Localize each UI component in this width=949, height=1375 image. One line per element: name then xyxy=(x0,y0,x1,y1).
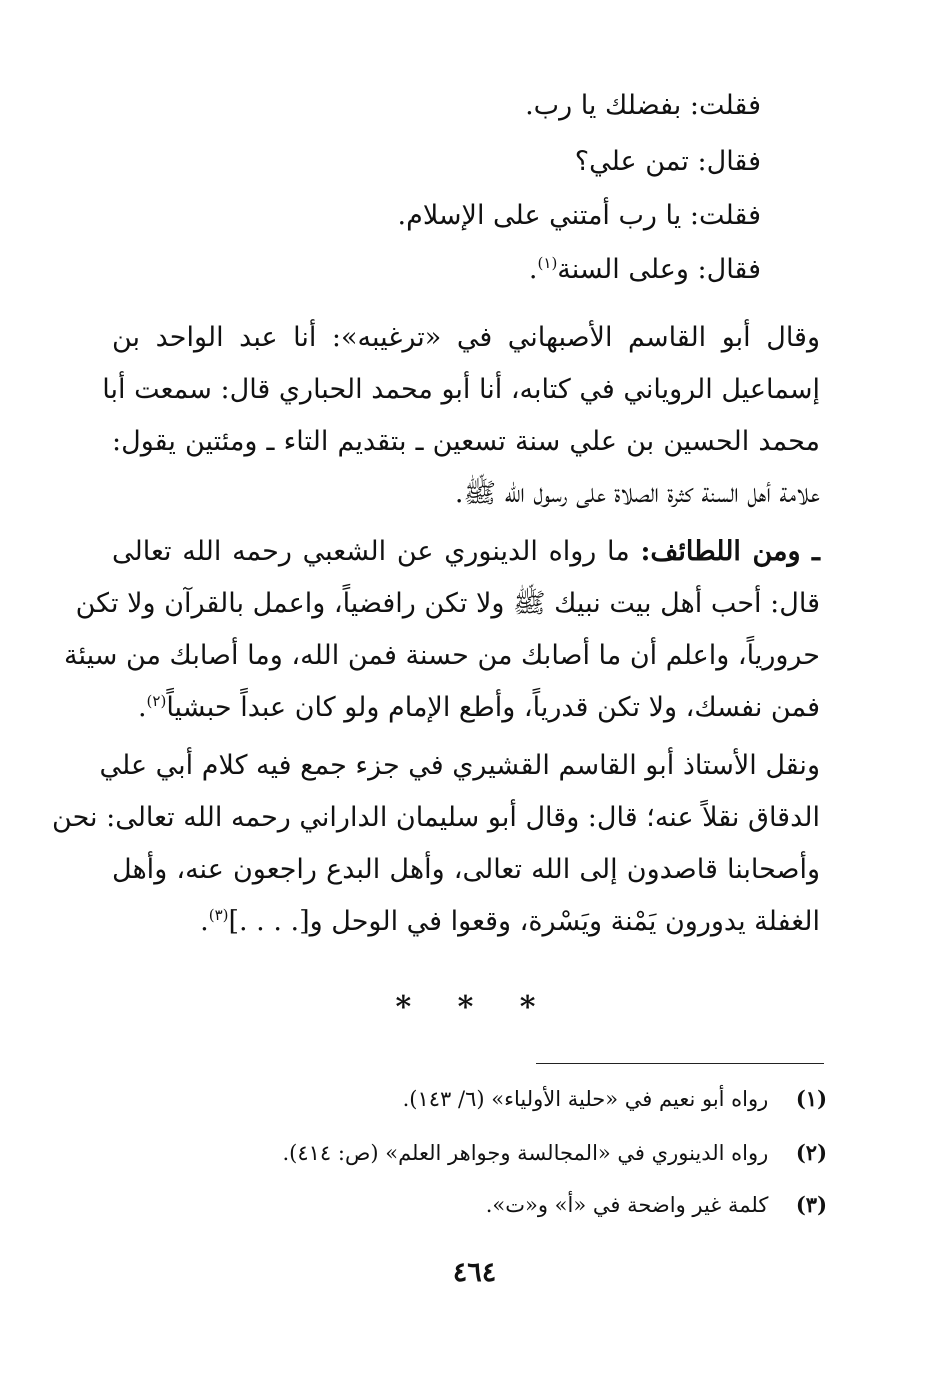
paragraph-line: محمد الحسين بن علي سنة تسعين ـ بتقديم التاء ـ ومئتين يقول: xyxy=(112,426,820,457)
footnote-number: (٣) xyxy=(795,1192,827,1217)
footnote-divider xyxy=(536,1063,824,1064)
footnote-text: رواه الدينوري في «المجالسة وجواهر العلم» (ص: ٤١٤). xyxy=(282,1141,769,1165)
paragraph-line: إسماعيل الروياني في كتابه، أنا أبو محمد الحباري قال: سمعت أبا xyxy=(102,374,820,405)
paragraph-text: ما رواه الدينوري عن الشعبي رحمه الله تعالى xyxy=(112,536,630,567)
paragraph-text: فمن نفسك، ولا تكن قدرياً، وأطع الإمام ولو كان عبداً حبشياً xyxy=(166,692,820,723)
footnote-number: (١) xyxy=(795,1086,827,1111)
footnote-1 xyxy=(403,1084,827,1114)
dialog-text: فقلت: يا رب أمتني على الإسلام. xyxy=(397,200,761,231)
paragraph-line: الدقاق نقلاً عنه؛ قال: وقال أبو سليمان الداراني رحمه الله تعالى: نحن xyxy=(52,802,820,833)
footnote-marker-1[interactable]: (١) xyxy=(537,254,558,272)
footnote-marker-3[interactable]: (٣) xyxy=(208,906,229,924)
paragraph-line xyxy=(112,682,820,734)
paragraph-isfahani xyxy=(102,312,820,520)
paragraph-line xyxy=(112,896,820,948)
dialog-line-2 xyxy=(575,136,761,188)
dialog-text: فقال: وعلى السنة xyxy=(557,254,761,285)
dialog-text: فقال: تمن علي؟ xyxy=(574,146,761,177)
paragraph-qushayri xyxy=(52,740,820,948)
paragraph-line: ونقل الأستاذ أبو القاسم القشيري في جزء جمع فيه كلام أبي علي xyxy=(99,750,820,781)
footnote-text: كلمة غير واضحة في «أ» و«ت». xyxy=(485,1193,769,1217)
section-separator: * * * xyxy=(395,990,554,1025)
paragraph-line xyxy=(112,526,820,578)
page-number: ٤٦٤ xyxy=(452,1257,497,1288)
footnote-2 xyxy=(283,1138,828,1168)
paragraph-text: الغفلة يدورون يَمْنة ويَسْرة، وقعوا في الوحل و[. . . .] xyxy=(228,906,820,937)
paragraph-lataif xyxy=(63,526,820,734)
footnote-marker-2[interactable]: (٢) xyxy=(146,692,167,710)
dialog-line-4 xyxy=(529,244,761,296)
paragraph-line: حرورياً، واعلم أن ما أصابك من حسنة فمن الله، وما أصابك من سيئة xyxy=(63,640,820,671)
paragraph-tail: . xyxy=(137,692,147,723)
dialog-line-3 xyxy=(398,190,761,242)
paragraph-tail: . xyxy=(200,906,209,937)
paragraph-line: وقال أبو القاسم الأصبهاني في «ترغيبه»: أنا عبد الواحد بن xyxy=(112,322,820,353)
section-lead: ـ ومن اللطائف: xyxy=(640,536,820,567)
dialog-line-1 xyxy=(525,80,761,132)
paragraph-line: وأصحابنا قاصدون إلى الله تعالى، وأهل البدع راجعون عنه، وأهل xyxy=(112,854,820,885)
dialog-tail: . xyxy=(528,254,538,285)
paragraph-line: علامة أهل السنة كثرة الصلاة على رسول الله ﷺ. xyxy=(454,478,820,509)
dialog-text: فقلت: بفضلك يا رب. xyxy=(525,90,761,121)
footnote-number: (٢) xyxy=(795,1140,827,1165)
paragraph-line: قال: أحب أهل بيت نبيك ﷺ ولا تكن رافضياً، واعمل بالقرآن ولا تكن xyxy=(75,588,820,619)
footnote-text: رواه أبو نعيم في «حلية الأولياء» (٦/ ١٤٣). xyxy=(402,1087,769,1111)
footnote-3 xyxy=(486,1190,827,1220)
